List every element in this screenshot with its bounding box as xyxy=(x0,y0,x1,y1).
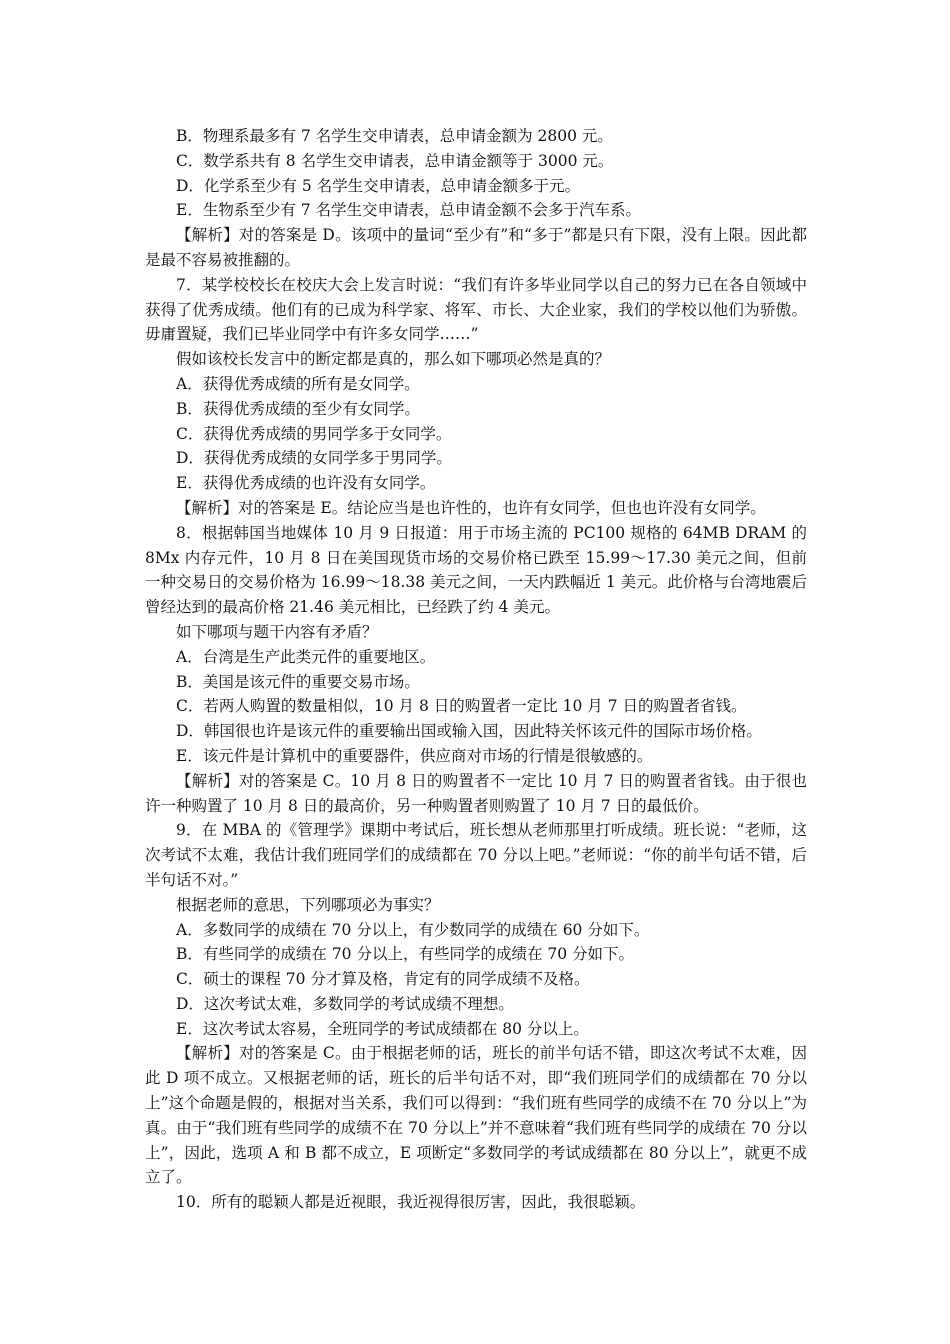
q7-question: 假如该校长发言中的断定都是真的，那么如下哪项必然是真的？ xyxy=(176,350,611,369)
q6-option-c: C．数学系共有 8 名学生交申请表，总申请金额等于 3000 元。 xyxy=(176,151,614,170)
q6-option-d: D．化学系至少有 5 名学生交申请表，总申请金额多于元。 xyxy=(176,176,581,195)
q8-question: 如下哪项与题干内容有矛盾？ xyxy=(176,622,378,641)
q7-option-e: E．获得优秀成绩的也许没有女同学。 xyxy=(176,474,436,493)
q8-analysis: 【解析】对的答案是 C。10 月 8 日的购置者不一定比 10 月 7 日的购置者省钱。由于很也许一种购置了 10 月 8 日的最高价，另一种购置者则购置了 10 月 7 日的最低价。 xyxy=(145,771,807,815)
q8-option-b: B．美国是该元件的重要交易市场。 xyxy=(176,672,420,691)
q9-option-b: B．有些同学的成绩在 70 分以上，有些同学的成绩在 70 分如下。 xyxy=(176,945,635,964)
q7-option-a: A．获得优秀成绩的所有是女同学。 xyxy=(176,374,420,393)
q7-analysis: 【解析】对的答案是 E。结论应当是也许性的，也许有女同学，但也也许没有女同学。 xyxy=(176,498,766,517)
question-10 xyxy=(145,1190,807,1215)
question-8 xyxy=(145,521,807,819)
q10-stem: 10．所有的聪颖人都是近视眼，我近视得很厉害，因此，我很聪颖。 xyxy=(176,1193,646,1212)
q7-option-d: D．获得优秀成绩的女同学多于男同学。 xyxy=(176,449,452,468)
q8-option-e: E．该元件是计算机中的重要器件，供应商对市场的行情是很敏感的。 xyxy=(176,746,653,765)
q9-analysis: 【解析】对的答案是 C。由于根据老师的话，班长的前半句话不错，即这次考试不太难，因此 D 项不成立。又根据老师的话，班长的后半句话不对，即“我们班同学们的成绩都在 70 分以上”这个命题是假的，根据对当关系，我们可以得到：“我们班有些同学的成绩不在 70 分以上”为真。由于“我们班有些同学的成绩不在 70 分以上”并不意味着“我们班有些同学的成绩在 70 分以上”，因此，选项 A 和 B 都不成立，E 项断定“多数同学的考试成绩都在 80 分以上”，就更不成立了。 xyxy=(145,1044,807,1187)
q7-stem: 7．某学校校长在校庆大会上发言时说：“我们有许多毕业同学以自己的努力已在各自领域中获得了优秀成绩。他们有的已成为科学家、将军、市长、大企业家，我们的学校以他们为骄傲。毋庸置疑，我们已毕业同学中有许多女同学……” xyxy=(145,275,807,344)
q8-option-a: A．台湾是生产此类元件的重要地区。 xyxy=(176,647,436,666)
q6-analysis: 【解析】对的答案是 D。该项中的量词“至少有”和“多于”都是只有下限，没有上限。因此都是最不容易被推翻的。 xyxy=(145,226,807,269)
q9-option-c: C．硕士的课程 70 分才算及格，肯定有的同学成绩不及格。 xyxy=(176,970,590,989)
q9-question: 根据老师的意思，下列哪项必为事实？ xyxy=(176,895,440,914)
q9-stem: 9．在 MBA 的《管理学》课期中考试后，班长想从老师那里打听成绩。班长说：“老师，这次考试不太难，我估计我们班同学们的成绩都在 70 分以上吧。”老师说：“你的前半句话不错，后半句话不对。” xyxy=(145,821,807,889)
q7-option-c: C．获得优秀成绩的男同学多于女同学。 xyxy=(176,424,452,443)
question-6-continued xyxy=(145,124,807,273)
q8-option-c: C．若两人购置的数量相似，10 月 8 日的购置者一定比 10 月 7 日的购置者省钱。 xyxy=(176,697,747,716)
q9-option-e: E．这次考试太容易，全班同学的考试成绩都在 80 分以上。 xyxy=(176,1019,589,1038)
q8-stem: 8．根据韩国当地媒体 10 月 9 日报道：用于市场主流的 PC100 规格的 64MB DRAM 的 8Mx 内存元件，10 月 8 日在美国现货市场的交易价格已跌至 15.99～17.30 美元之间，但前一种交易日的交易价格为 16.99～18.38 美元之间，一天内跌幅近 1 美元。此价格与台湾地震后曾经达到的最高价格 21.46 美元相比，已经跌了约 4 美元。 xyxy=(145,523,807,617)
question-7 xyxy=(145,273,807,521)
q6-option-b: B．物理系最多有 7 名学生交申请表，总申请金额为 2800 元。 xyxy=(176,127,613,145)
q7-option-b: B．获得优秀成绩的至少有女同学。 xyxy=(176,399,420,418)
q9-option-d: D．这次考试太难，多数同学的考试成绩不理想。 xyxy=(176,994,514,1013)
document-page xyxy=(145,124,807,1215)
q6-option-e: E．生物系至少有 7 名学生交申请表，总申请金额不会多于汽车系。 xyxy=(176,201,642,220)
question-9 xyxy=(145,818,807,1190)
q8-option-d: D．韩国很也许是该元件的重要输出国或输入国，因此特关怀该元件的国际市场价格。 xyxy=(176,722,762,741)
q9-option-a: A．多数同学的成绩在 70 分以上，有少数同学的成绩在 60 分如下。 xyxy=(176,920,650,939)
